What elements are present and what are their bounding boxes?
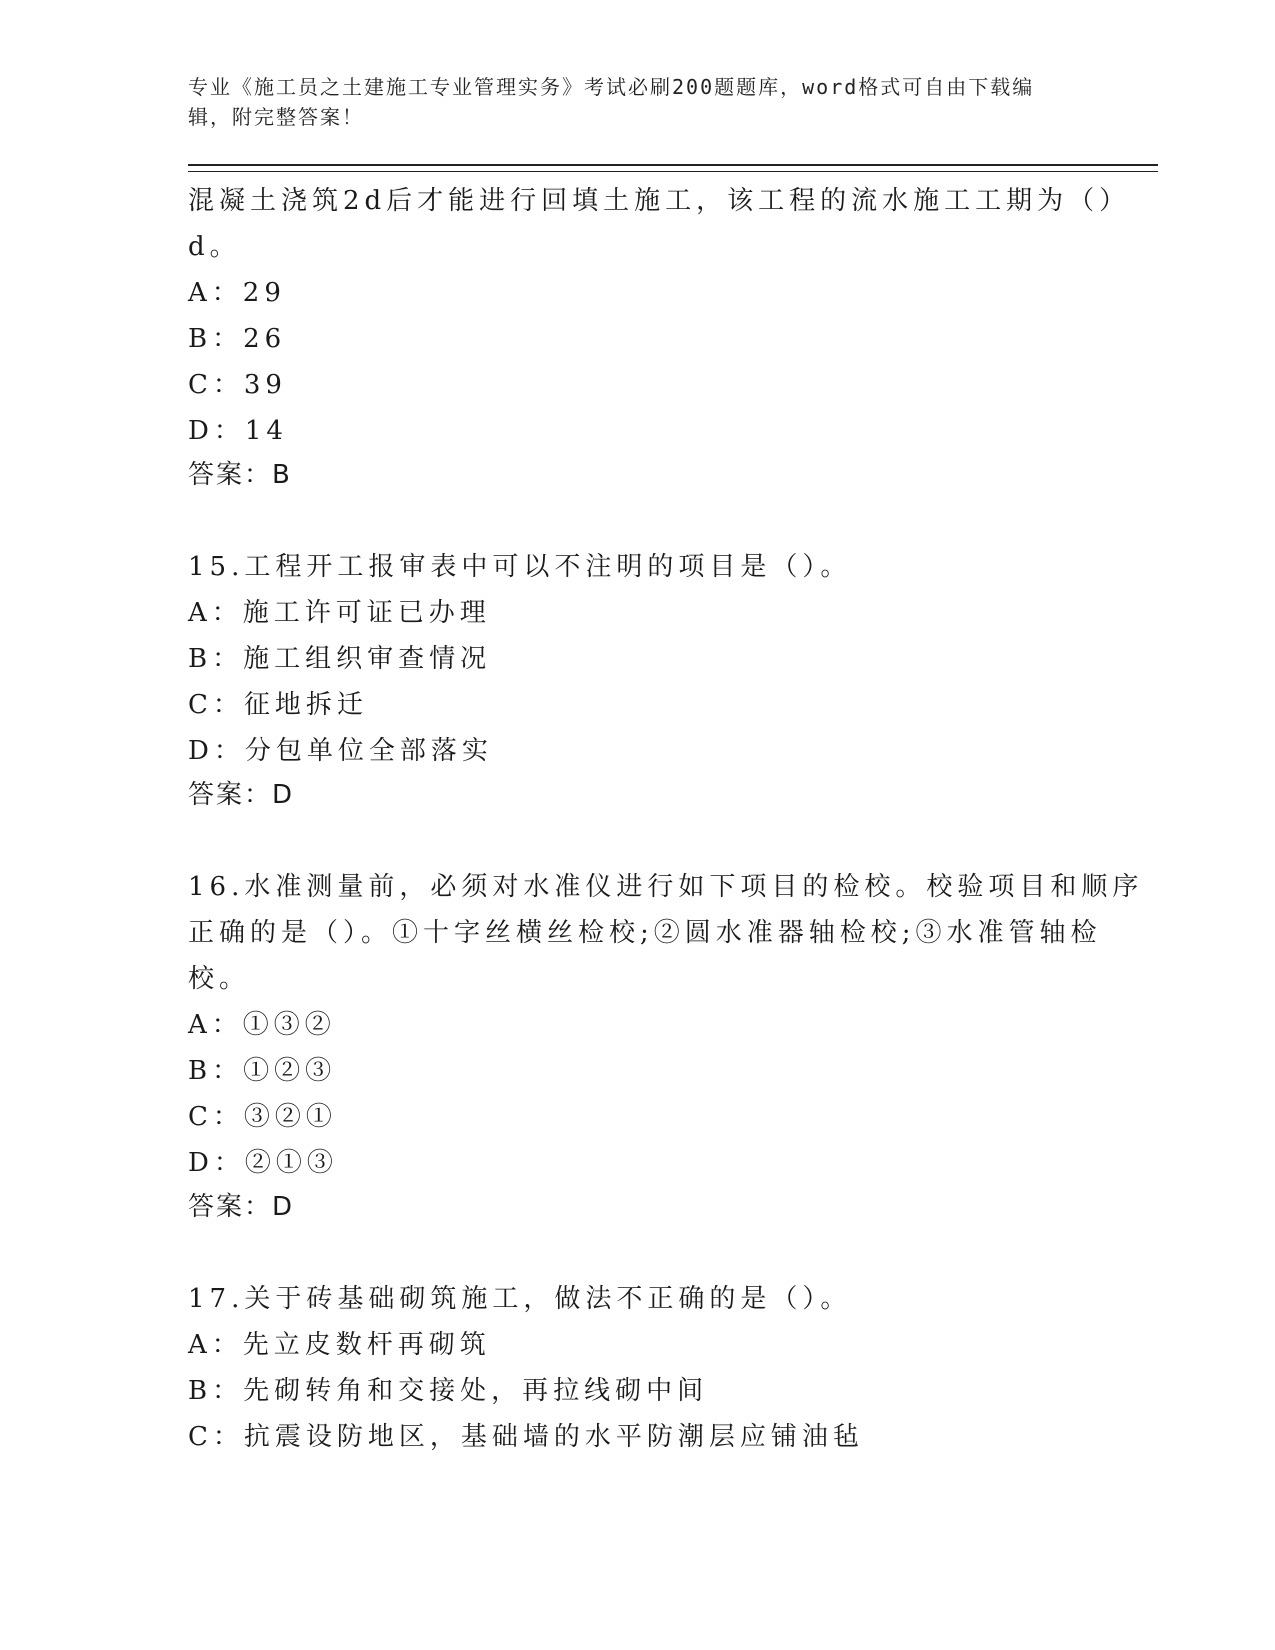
option-a: A：29: [188, 278, 286, 308]
option-a: A：施工许可证已办理: [188, 598, 491, 628]
question-15: [188, 544, 1068, 816]
document-header: 专业《施工员之土建施工专业管理实务》考试必刷200题题库，word格式可自由下载编辑，附完整答案！: [188, 75, 1035, 129]
document-body: [188, 178, 1144, 1460]
answer-line: 答案：D: [188, 780, 295, 810]
question-stem: 15.工程开工报审表中可以不注明的项目是（）。: [188, 552, 852, 582]
option-c: C：抗震设防地区，基础墙的水平防潮层应铺油毡: [188, 1422, 864, 1452]
option-d: D：分包单位全部落实: [188, 736, 493, 766]
option-d: D：14: [188, 416, 288, 446]
question-16: [188, 864, 1144, 1228]
option-b: B：施工组织审查情况: [188, 644, 492, 674]
question-14: [188, 178, 1131, 496]
header-divider: [188, 164, 1158, 172]
question-stem: 混凝土浇筑2d后才能进行回填土施工，该工程的流水施工工期为（）: [188, 186, 1131, 216]
answer-line: 答案：B: [188, 460, 292, 490]
question-stem: 正确的是（）。①十字丝横丝检校;②圆水准器轴检校;③水准管轴检: [188, 918, 1102, 948]
document-page: [188, 72, 1158, 1460]
option-b: B：26: [188, 324, 287, 354]
option-a: A：①③②: [188, 1010, 336, 1040]
option-c: C：③②①: [188, 1102, 337, 1132]
answer-line: 答案：D: [188, 1192, 295, 1222]
option-d: D：②①③: [188, 1148, 338, 1178]
question-17: [188, 1276, 1068, 1460]
option-b: B：先砌转角和交接处，再拉线砌中间: [188, 1376, 709, 1406]
question-stem: 16.水准测量前，必须对水准仪进行如下项目的检校。校验项目和顺序: [188, 872, 1144, 902]
question-stem: d。: [188, 232, 241, 262]
option-b: B：①②③: [188, 1056, 337, 1086]
option-c: C：征地拆迁: [188, 690, 368, 720]
option-a: A：先立皮数杆再砌筑: [188, 1330, 491, 1360]
question-stem: 17.关于砖基础砌筑施工，做法不正确的是（）。: [188, 1284, 852, 1314]
question-stem: 校。: [188, 964, 251, 994]
option-c: C：39: [188, 370, 287, 400]
